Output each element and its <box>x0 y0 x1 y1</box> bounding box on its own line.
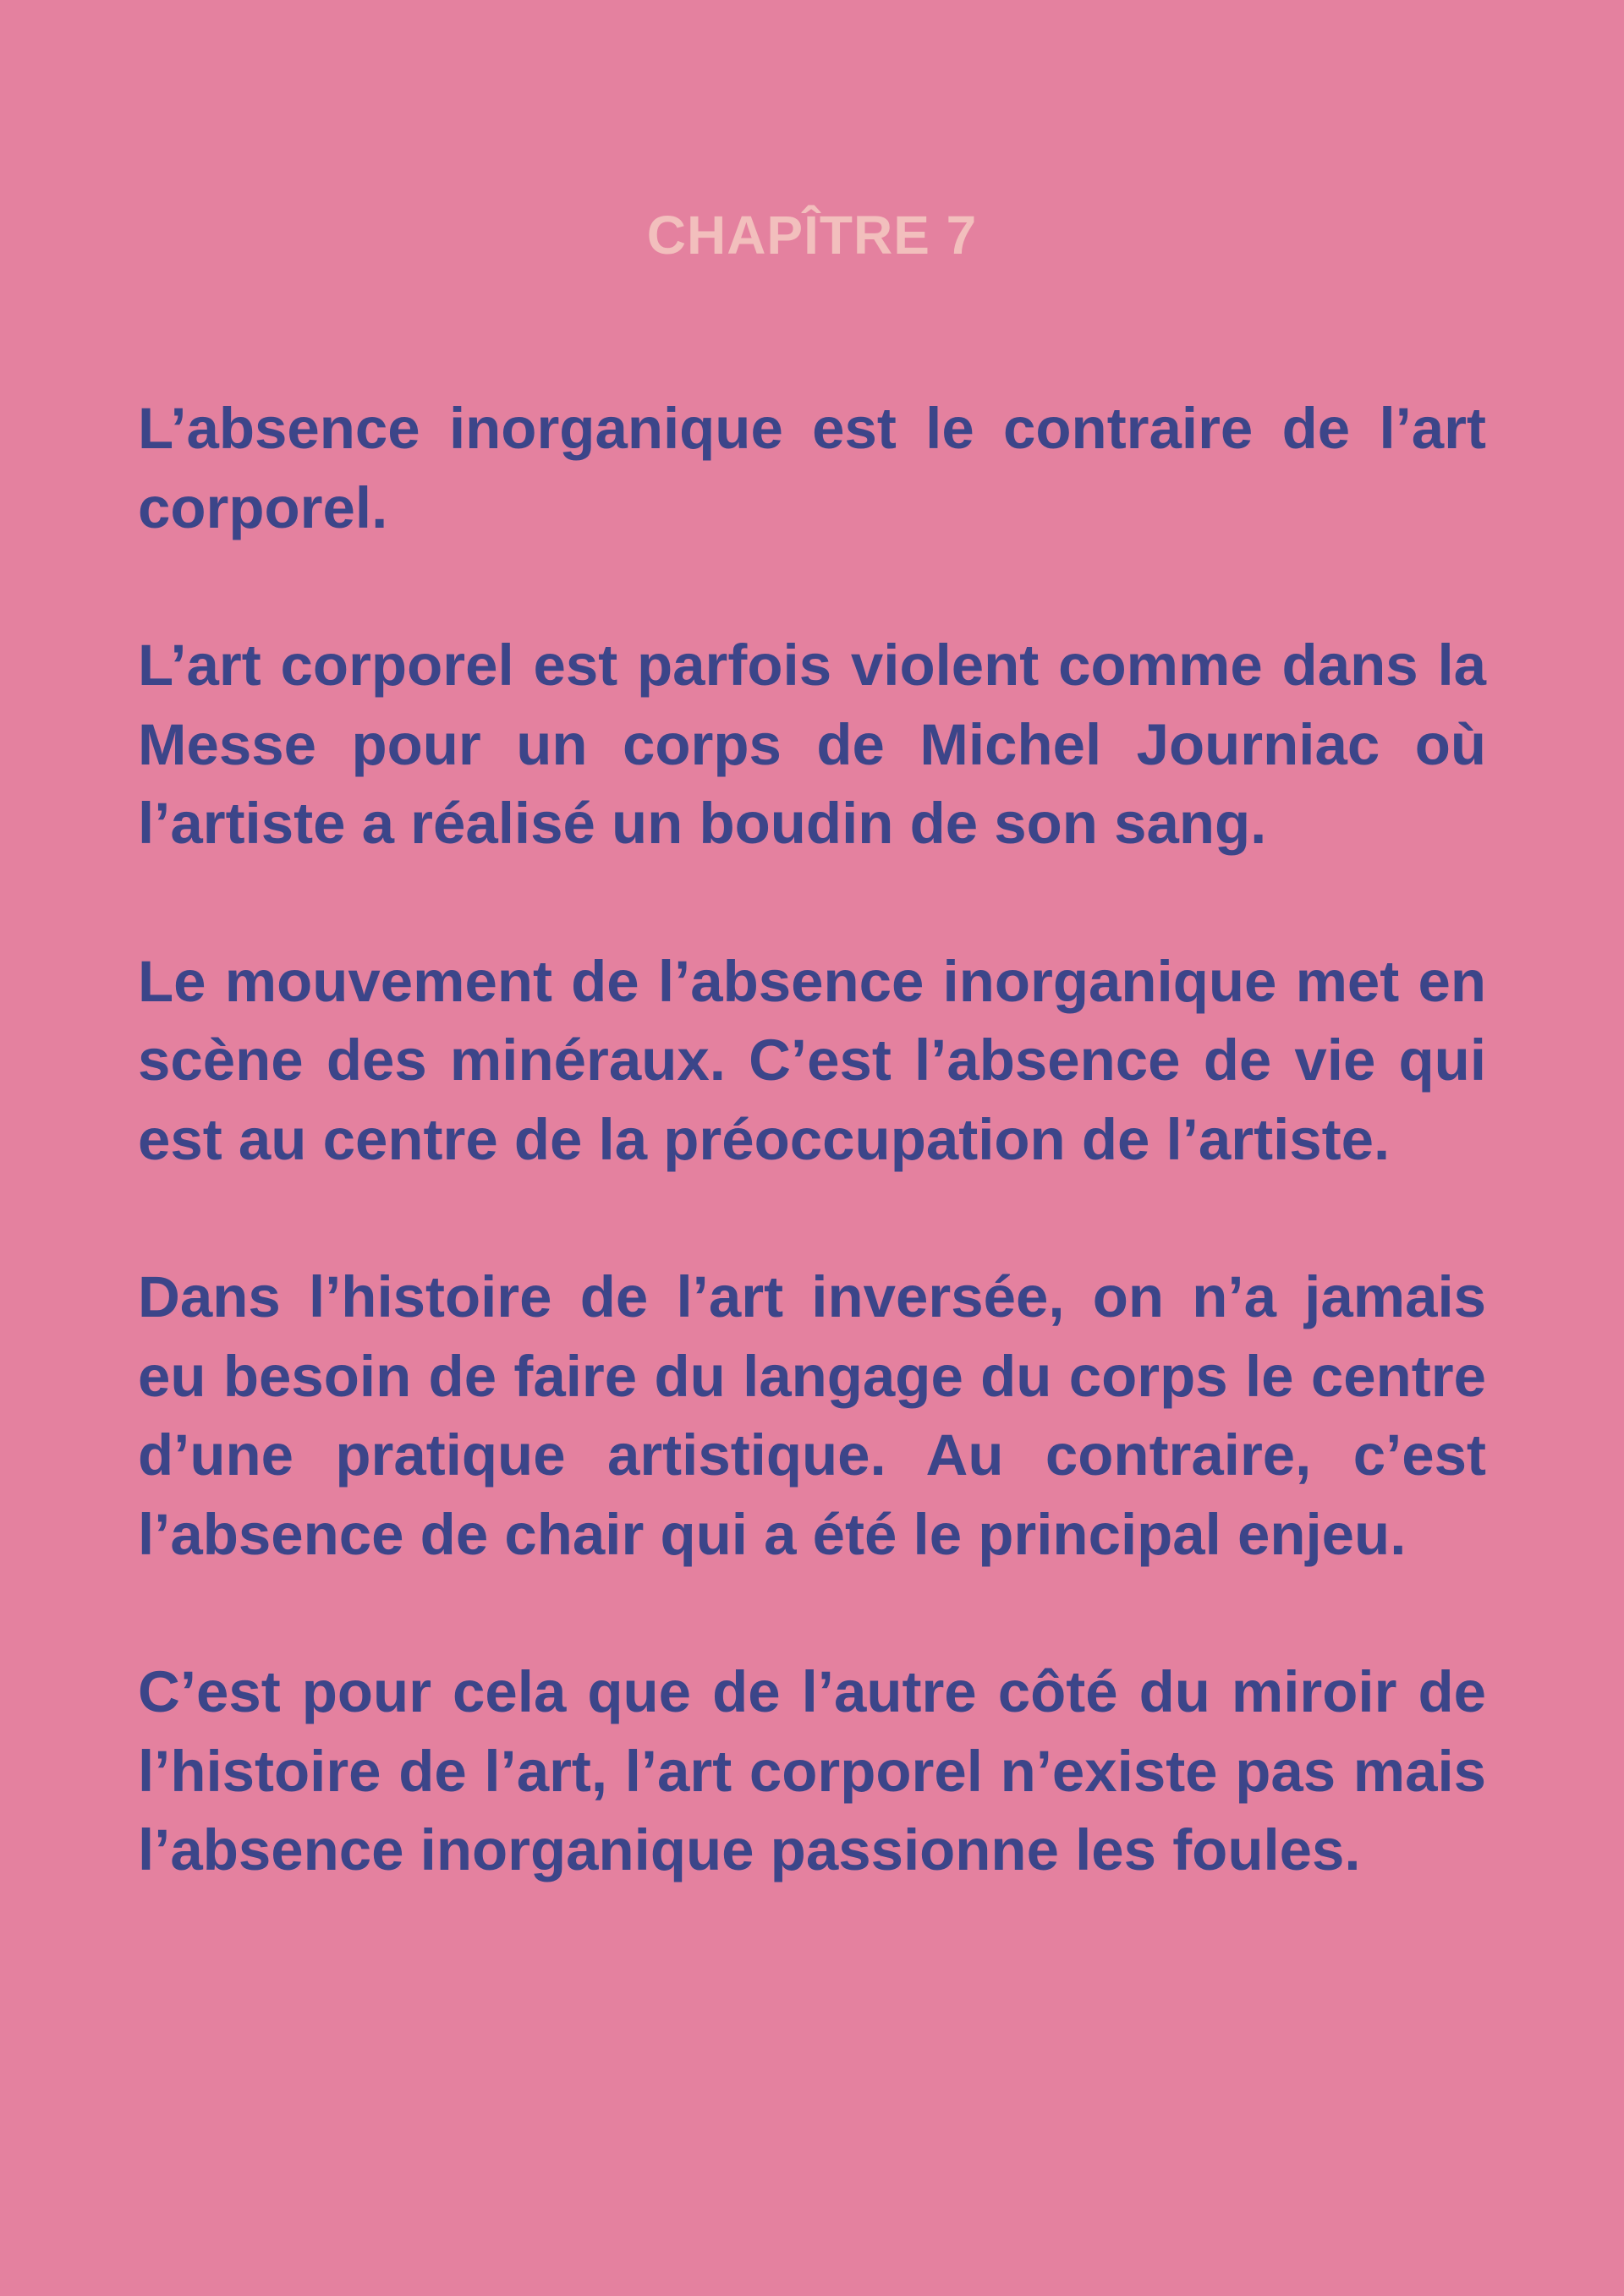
paragraph-1: L’absence inorganique est le contraire de l’art corporel. <box>138 396 1486 540</box>
chapter-title: CHAPÎTRE 7 <box>646 205 978 266</box>
chapter-body <box>138 389 1486 1969</box>
paragraph-3: Le mouvement de l’absence inorganique met en scène des minéraux. C’est l’absence de vie qui est au centre de la préoccupation de l’artiste. <box>138 948 1486 1172</box>
paragraph-4: Dans l’histoire de l’art inversée, on n’a jamais eu besoin de faire du langage du corps le centre d’une pratique artistique. Au contraire, c’est l’absence de chair qui a été le principal enjeu. <box>138 1264 1486 1567</box>
paragraph-2: L’art corporel est parfois violent comme dans la Messe pour un corps de Michel Journiac où l’artiste a réalisé un boudin de son sang. <box>138 633 1486 856</box>
paragraph-5: C’est pour cela que de l’autre côté du miroir de l’histoire de l’art, l’art corporel n’existe pas mais l’absence inorganique passionne les foules. <box>138 1659 1486 1882</box>
